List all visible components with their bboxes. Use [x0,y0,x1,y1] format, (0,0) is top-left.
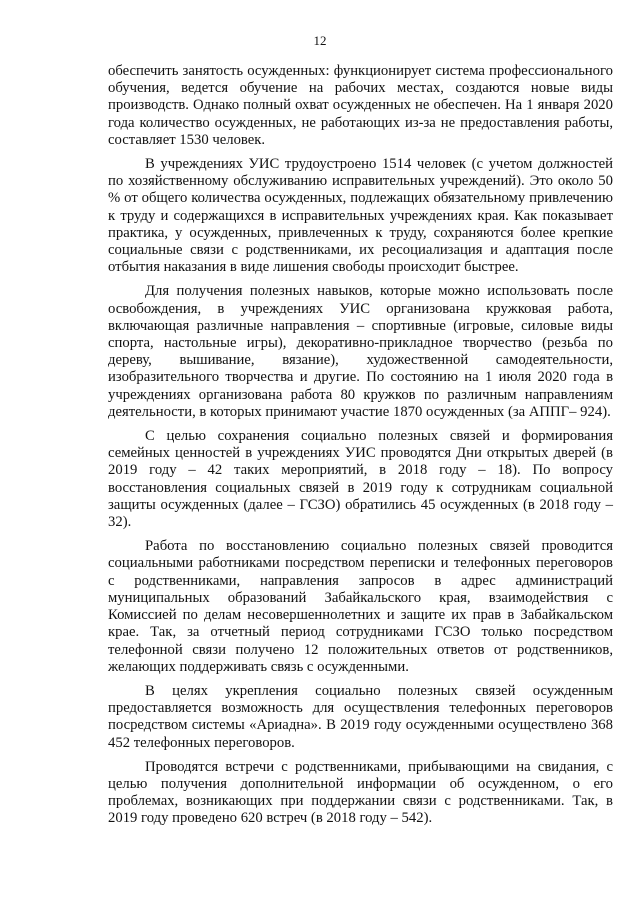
paragraph-7: Проводятся встречи с родственниками, прибывающими на свидания, с целью получения дополнительной информации об осужденном, о его проблемах, возникающих при поддержании связи с родственниками. Так, в 2019 году проведено 620 встреч (в 2018 году – 542). [108,758,613,827]
paragraph-6: В целях укрепления социально полезных связей осужденным предоставляется возможность для осуществления телефонных переговоров посредством системы «Ариадна». В 2019 году осужденными осуществлено 368 452 телефонных переговоров. [108,682,613,751]
paragraph-5: Работа по восстановлению социально полезных связей проводится социальными работниками посредством переписки и телефонных переговоров с родственниками, направления запросов в адрес администраций муниципальных образований Забайкальского края, взаимодействия с Комиссией по делам несовершеннолетних и защите их прав в Забайкальском крае. Так, за отчетный период сотрудниками ГСЗО только посредством телефонной связи получено 12 положительных ответов от родственников, желающих поддерживать связь с осужденными. [108,538,613,675]
paragraph-3: Для получения полезных навыков, которые можно использовать после освобождения, в учреждениях УИС организована кружковая работа, включающая различные направления – спортивные (игровые, силовые виды спорта, настольные игры), декоративно-прикладное творчество (резьба по дереву, вышивание, вязание), художественной самодеятельности, изобразительного творчества и другие. По состоянию на 1 июля 2020 года в учреждениях организована работа 80 кружков по различным направлениям деятельности, в которых принимают участие 1870 осужденных (за АППГ– 924). [108,283,613,420]
paragraph-1: обеспечить занятость осужденных: функционирует система профессионального обучения, ведется обучение на рабочих местах, создаются новые виды производств. Однако полный охват осужденных не обеспечен. На 1 января 2020 года количество осужденных, не работающих из-за не предоставления работы, составляет 1530 человек. [108,63,613,148]
page-number: 12 [313,33,327,48]
document-body [108,63,613,835]
paragraph-4: С целью сохранения социально полезных связей и формирования семейных ценностей в учреждениях УИС проводятся Дни открытых дверей (в 2019 году – 42 таких мероприятий, в 2018 году – 18). По вопросу восстановления социальных связей в 2019 году к сотрудникам социальной защиты осужденных (далее – ГСЗО) обратились 45 осужденных (в 2018 году – 32). [108,428,613,531]
paragraph-2: В учреждениях УИС трудоустроено 1514 человек (с учетом должностей по хозяйственному обслуживанию исправительных учреждений). Это около 50 % от общего количества осужденных, подлежащих обязательному привлечению к труду и содержащихся в исправительных учреждениях края. Как показывает практика, у осужденных, привлеченных к труду, сохраняются более крепкие социальные связи с родственниками, их ресоциализация и адаптация после отбытия наказания в виде лишения свободы происходит быстрее. [108,156,613,276]
